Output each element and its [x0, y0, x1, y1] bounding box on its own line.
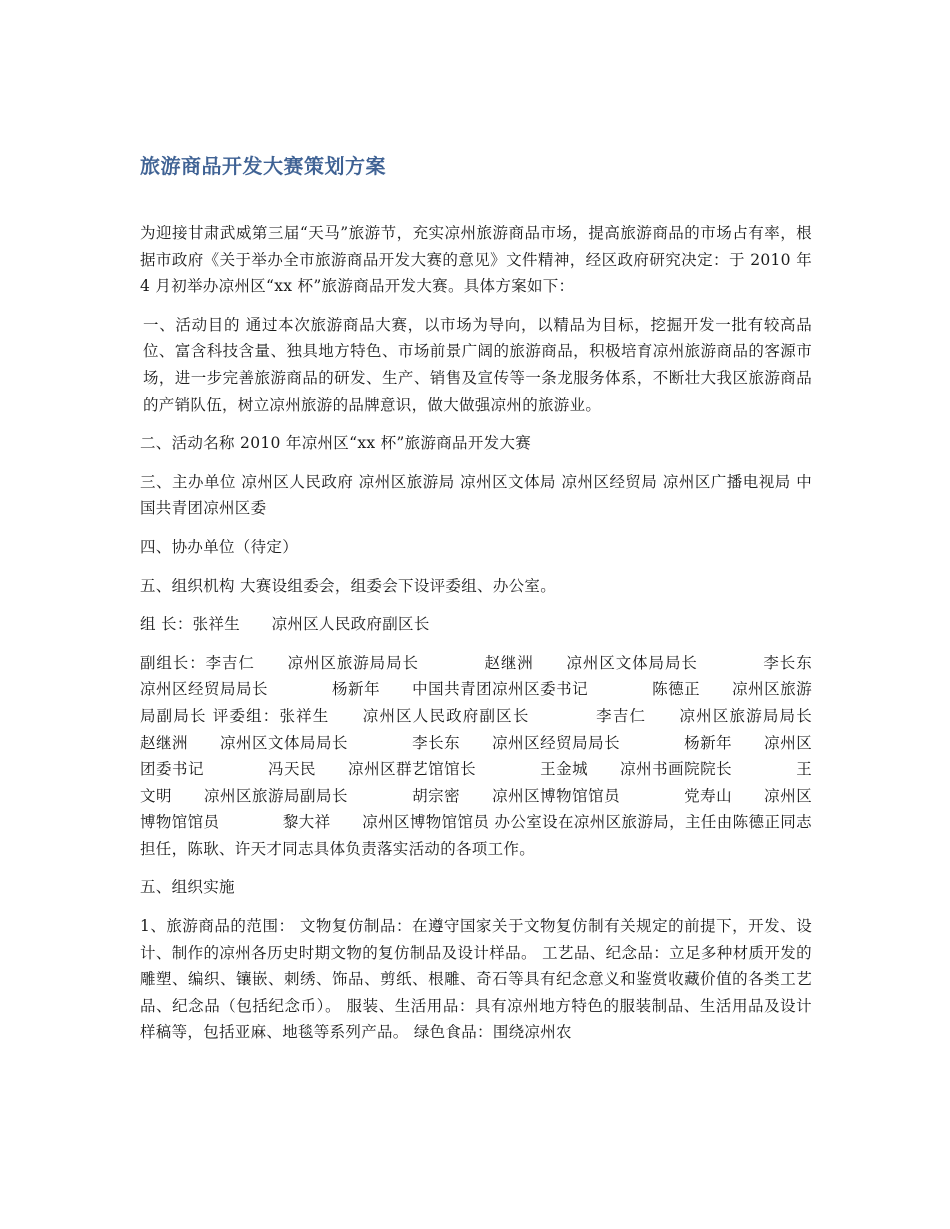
section-product-scope: 1、旅游商品的范围： 文物复仿制品：在遵守国家关于文物复仿制有关规定的前提下，开发、设计、制作的凉州各历史时期文物的复仿制品及设计样品。 工艺品、纪念品：立足多种材质开发的雕塑、编织、镶嵌、刺绣、饰品、剪纸、根雕、奇石等具有纪念意义和鉴赏收藏价值的各类工艺品、纪念品（包括纪念币）。 服装、生活用品：具有凉州地方特色的服装制品、生活用品及设计样稿等，包括亚麻、地毯等系列产品。 绿色食品：围绕凉州农	[140, 917, 812, 1042]
section-co-organizers: 四、协办单位（待定）	[140, 537, 299, 556]
section-organization: 五、组织机构 大赛设组委会，组委会下设评委组、办公室。	[140, 576, 557, 595]
intro-paragraph: 为迎接甘肃武威第三届“天马”旅游节，充实凉州旅游商品市场，提高旅游商品的市场占有率，根据市政府《关于举办全市旅游商品开发大赛的意见》文件精神，经区政府研究决定：于 2010 年 4 月初举办凉州区“xx 杯”旅游商品开发大赛。具体方案如下：	[140, 224, 812, 296]
section-name: 二、活动名称 2010 年凉州区“xx 杯”旅游商品开发大赛	[140, 434, 532, 453]
document-body	[140, 220, 876, 1058]
leader-line: 组 长：张祥生 凉州区人民政府副区长	[140, 615, 430, 634]
section-purpose: 一、活动目的 通过本次旅游商品大赛，以市场为导向，以精品为目标，挖掘开发一批有较高品位、富含科技含量、独具地方特色、市场前景广阔的旅游商品，积极培育凉州旅游商品的客源市场，进一步完善旅游商品的研发、生产、销售及宣传等一条龙服务体系，不断壮大我区旅游商品的产销队伍，树立凉州旅游的品牌意识，做大做强凉州的旅游业。	[143, 315, 812, 414]
document-title: 旅游商品开发大赛策划方案	[140, 154, 386, 178]
committee-roster: 副组长：李吉仁 凉州区旅游局局长 赵继洲 凉州区文体局局长 李长东 凉州区经贸局局长 杨新年 中国共青团凉州区委书记 陈德正 凉州区旅游局副局长 评委组：张祥生 凉州区人民政府副区长 李吉仁 凉州区旅游局局长 赵继洲 凉州区文体局局长 李长东 凉州区经贸局局长 杨新年 凉州区团委书记 冯天民 凉州区群艺馆馆长 王金城 凉州书画院院长 王文明 凉州区旅游局副局长 胡宗密 凉州区博物馆馆员 党寿山 凉州区博物馆馆员 黎大祥 凉州区博物馆馆员 办公室设在凉州区旅游局，主任由陈德正同志担任，陈耿、许天才同志具体负责落实活动的各项工作。	[140, 653, 876, 858]
section-organizers: 三、主办单位 凉州区人民政府 凉州区旅游局 凉州区文体局 凉州区经贸局 凉州区广播电视局 中国共青团凉州区委	[140, 472, 812, 518]
section-implementation: 五、组织实施	[140, 878, 235, 897]
